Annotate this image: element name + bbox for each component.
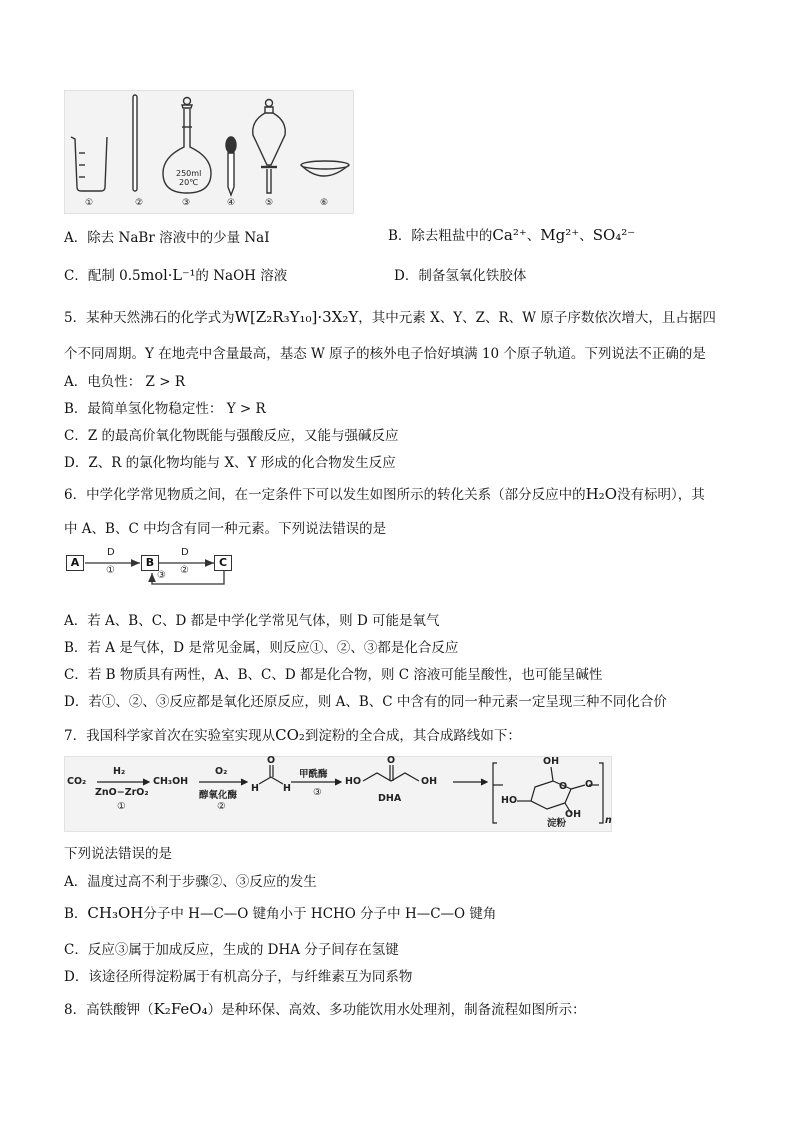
scheme-ch3oh: CH₃OH	[153, 776, 189, 787]
ion-so4: SO₄²⁻	[592, 226, 636, 244]
synthesis-route-figure	[64, 756, 612, 832]
q7-question: 下列说法错误的是	[64, 846, 172, 862]
ring-oxygen: O	[559, 781, 568, 792]
flask-volume-label: 250ml	[176, 169, 202, 178]
q7-stem-a: 7．我国科学家首次在实验室实现从	[64, 728, 276, 744]
ring-o-right: O	[585, 779, 594, 790]
q5-stem-line2: 个不同周期。Y 在地壳中含量最高，基态 W 原子的核外电子恰好填满 10 个原子轨道。下列说法不正确的是	[64, 346, 706, 362]
glass-rod-icon	[133, 95, 137, 191]
q4-option-c-text: C．配制 0.5	[64, 268, 141, 284]
k2feo4-formula: K₂FeO₄	[153, 1000, 208, 1018]
q6-stem-b: 没有标明），其	[617, 487, 705, 503]
q6-option-a: A．若 A、B、C、D 都是中学化学常见气体，则 D 可能是氧气	[64, 613, 440, 629]
q6-option-c: C．若 B 物质具有两性，A、B、C、D 都是化合物，则 C 溶液可能呈酸性，也可能呈碱性	[64, 667, 603, 683]
q6-option-d: D．若①、②、③反应都是氧化还原反应，则 A、B、C 中含有的同一种元素一定呈现三种不同化合价	[64, 694, 667, 710]
flask-temp-label: 20℃	[179, 178, 199, 187]
apparatus-drawing	[65, 91, 353, 213]
q5-option-d: D．Z、R 的氯化物均能与 X、Y 形成的化合物发生反应	[64, 455, 396, 471]
q8-stem-b: ）是种环保、高效、多功能饮用水处理剂，制备流程如图所示：	[207, 1002, 586, 1018]
box-b: B	[141, 555, 159, 571]
dha-label: DHA	[378, 793, 402, 804]
scheme-co2: CO₂	[67, 776, 87, 787]
polymer-n: n	[605, 815, 612, 826]
q7-stem-b: 到淀粉的全合成，其合成路线如下：	[304, 728, 521, 744]
q8-stem-a: 8．高铁酸钾（	[64, 1002, 154, 1018]
scheme-formolase: 甲酰酶	[299, 769, 328, 780]
q7-option-b-label: B．	[64, 906, 88, 922]
q6-stem-line2: 中 A、B、C 中均含有同一种元素。下列说法错误的是	[64, 521, 387, 537]
q5-stem-a: 5．某种天然沸石的化学式为	[64, 310, 235, 326]
q5-stem-b: ，其中元素 X、Y、Z、R、W 原子序数依次增大，且占据四	[358, 310, 716, 326]
dha-ho: HO	[345, 776, 362, 787]
box-a: A	[66, 555, 84, 571]
scheme-alcohol-oxidase: 醇氧化酶	[199, 790, 238, 801]
q8-stem	[64, 998, 586, 1018]
q5-option-a: A．电负性： Z > R	[64, 374, 185, 390]
q7-option-b	[64, 902, 496, 922]
dha-oh: OH	[421, 776, 438, 787]
apparatus-number-4: ④	[227, 198, 236, 208]
starch-label: 淀粉	[547, 818, 567, 829]
step-1-label: ①	[106, 565, 115, 576]
scheme-step-1: ①	[117, 801, 126, 812]
methanol-formula: CH₃OH	[87, 904, 144, 922]
q6-option-b: B．若 A 是气体，D 是常见金属，则反应①、②、③都是化合反应	[64, 640, 459, 656]
conversion-diagram	[64, 546, 234, 590]
separatory-funnel-icon	[253, 100, 286, 194]
q4-option-c	[64, 264, 287, 284]
apparatus-number-6: ⑥	[320, 198, 329, 208]
dropper-icon	[226, 137, 236, 195]
q7-stem	[64, 724, 521, 744]
ion-mg: Mg²⁺	[540, 226, 580, 244]
formaldehyde-h-right: H	[283, 783, 291, 794]
ion-ca: Ca²⁺	[492, 226, 527, 244]
apparatus-number-5: ⑤	[265, 198, 274, 208]
water-formula: H₂O	[585, 485, 617, 503]
q4-option-d: D．制备氢氧化铁胶体	[394, 268, 527, 284]
q7-option-a: A．温度过高不利于步骤②、③反应的发生	[64, 874, 317, 890]
q5-option-b: B．最简单氢化物稳定性： Y > R	[64, 401, 266, 417]
apparatus-number-3: ③	[182, 198, 191, 208]
apparatus-number-1: ①	[85, 198, 94, 208]
q4-option-a: A．除去 NaBr 溶液中的少量 NaI	[64, 230, 270, 246]
formaldehyde-h-left: H	[251, 783, 259, 794]
q5-stem-line1	[64, 306, 716, 326]
beaker-icon	[71, 137, 107, 191]
concentration-unit: mol·L⁻¹	[140, 268, 196, 284]
q4-option-c-suffix: 的 NaOH 溶液	[195, 268, 288, 284]
zeolite-formula: W[Z₂R₃Y₁₀]·3X₂Y	[234, 308, 359, 326]
box-c: C	[214, 555, 232, 571]
q5-option-c: C．Z 的最高价氧化物既能与强酸反应，又能与强碱反应	[64, 428, 399, 444]
q6-stem-a: 6．中学化学常见物质之间，在一定条件下可以发生如图所示的转化关系（部分反应中的	[64, 487, 586, 503]
scheme-h2: H₂	[113, 766, 126, 777]
q6-stem-line1	[64, 483, 705, 503]
dha-carbonyl-o: O	[387, 755, 396, 766]
reagent-d-1: D	[107, 547, 115, 558]
scheme-o2: O₂	[215, 766, 228, 777]
apparatus-figure	[64, 90, 354, 214]
formaldehyde-o: O	[267, 755, 276, 766]
q7-option-c: C．反应③属于加成反应，生成的 DHA 分子间存在氢键	[64, 942, 399, 958]
step-3-label: ③	[157, 570, 166, 581]
step-2-label: ②	[180, 565, 189, 576]
q4-option-b: B．除去粗盐中的Ca²⁺、Mg²⁺、SO₄²⁻	[388, 226, 636, 244]
evaporating-dish-icon	[301, 161, 349, 176]
apparatus-number-2: ②	[135, 198, 144, 208]
q7-option-d: D．该途径所得淀粉属于有机高分子，与纤维素互为同系物	[64, 969, 413, 985]
ring-ho: HO	[501, 795, 518, 806]
co2-formula: CO₂	[275, 726, 305, 744]
ring-oh: OH	[565, 809, 582, 820]
reagent-d-2: D	[181, 547, 189, 558]
scheme-step-2: ②	[217, 801, 226, 812]
ring-oh-top: OH	[543, 756, 560, 767]
q4-option-b-text: B．除去粗盐中的	[388, 228, 493, 244]
scheme-step-3: ③	[313, 787, 322, 798]
scheme-catalyst: ZnO−ZrO₂	[95, 787, 149, 798]
q7-option-b-text: 分子中 H—C—O 键角小于 HCHO 分子中 H—C—O 键角	[143, 906, 497, 922]
